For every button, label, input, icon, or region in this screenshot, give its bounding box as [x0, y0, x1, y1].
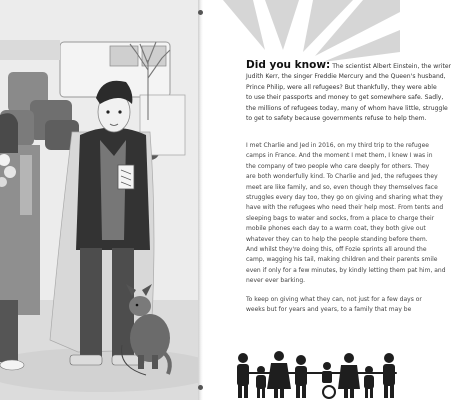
- did-you-know-title: Did you know:: [246, 59, 331, 71]
- did-you-know-line: the millions of refugees today, many of whom have little, struggle: [246, 104, 448, 112]
- illustration-page: [0, 0, 200, 400]
- text-page: [203, 0, 451, 400]
- people-silhouettes-icon: [203, 346, 400, 400]
- text-line: have with the refugees who need their help most. From tents and: [246, 204, 444, 212]
- text-line: mobile phones each day to a warm coat, they both give out: [246, 225, 426, 233]
- text-line: And whilst they're doing this, off Fozie sprints all around the: [246, 246, 427, 254]
- did-you-know-box: [246, 59, 451, 124]
- text-line: whatever they can to help the people standing before them.: [246, 235, 428, 243]
- illustration: [0, 0, 200, 400]
- text-line: meet are like family, and so, even though they themselves face: [246, 183, 438, 191]
- paragraph: [246, 295, 446, 316]
- did-you-know-line: Judith Kerr, the singer Freddie Mercury and the Queen's husband,: [246, 73, 446, 81]
- paragraph: [246, 141, 446, 287]
- text-line: To keep on giving what they can, not just for a few days or: [246, 295, 422, 303]
- text-line: never ever barking.: [246, 277, 306, 285]
- text-line: struggles every day too, they go on giving and sharing what they: [246, 194, 443, 202]
- text-line: camp, wagging his tail, making children and their parents smile: [246, 256, 438, 264]
- did-you-know-line: The scientist Albert Einstein, the writer: [332, 63, 451, 70]
- text-line: weeks but for years and years, to a family that may be: [246, 306, 412, 314]
- did-you-know-line: Prince Philip, were all refugees? But thankfully, they were able: [246, 83, 437, 91]
- body-text: [246, 141, 446, 324]
- text-line: I met Charlie and Jed in 2016, on my third trip to the refugee: [246, 142, 429, 149]
- text-line: are both wonderfully kind. To Charlie and Jed, the refugees they: [246, 173, 438, 181]
- text-line: camps in France. And the moment I met them, I knew I was in: [246, 152, 433, 160]
- text-line: the company of two people who care deeply for others. They: [246, 162, 430, 170]
- did-you-know-line: to use their passports and money to get somewhere safe. Sadly,: [246, 94, 444, 102]
- did-you-know-line: to get to safety because governments refuse to help them.: [246, 115, 427, 123]
- text-line: even if only for a few minutes, by kindly letting them pat him, and: [246, 266, 446, 274]
- text-line: sleeping bags to water and socks, from a place to charge their: [246, 214, 435, 222]
